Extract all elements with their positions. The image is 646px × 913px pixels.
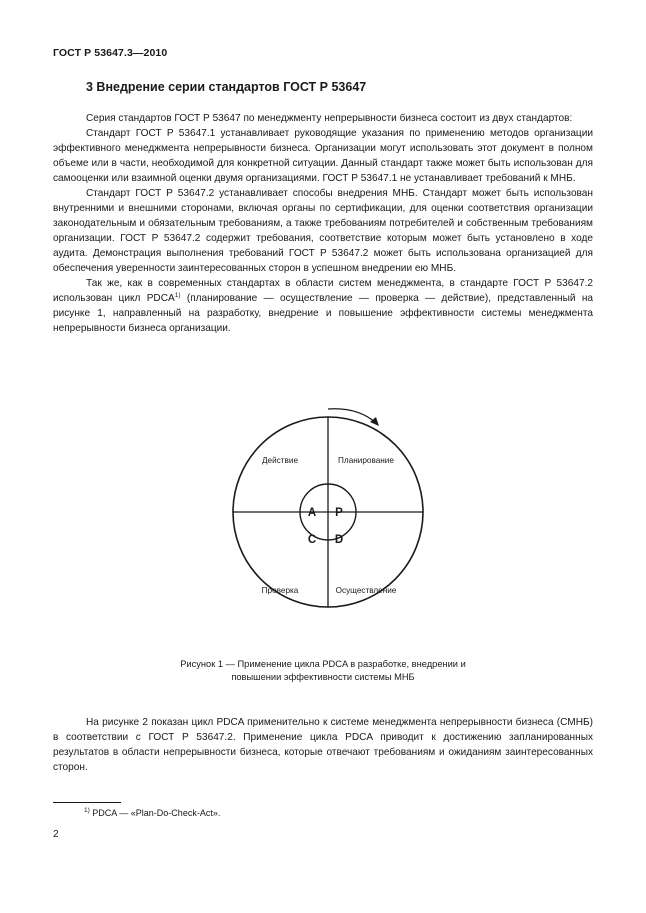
intro-text-block — [53, 111, 593, 336]
footnote — [84, 808, 220, 818]
paragraph-pdca-smnb: На рисунке 2 показан цикл PDCA применительно к системе менеджмента непрерывности бизнеса (СМНБ) в соответствии с ГОСТ Р 53647.2. Применение цикла PDCA приводит к достижению запланированных результатов в области непрерывности бизнеса, которые отвечают требованиям и ожиданиям заинтересованных сторон. — [53, 717, 593, 773]
standard-code-header: ГОСТ Р 53647.3—2010 — [53, 47, 168, 59]
figure-caption-line-2: повышении эффективности системы МНБ — [231, 672, 415, 682]
quadrant-label-plan: Планирование — [338, 456, 394, 465]
letter-c: C — [307, 534, 317, 546]
pdca-intro-text: Так же, как в современных стандартах в области систем менеджмента, в стандарте ГОСТ Р 53647.2 использован цикл PDCA — [53, 278, 593, 304]
paragraph-series-overview: Серия стандартов ГОСТ Р 53647 по менеджменту непрерывности бизнеса состоит из двух стандартов: — [86, 113, 573, 124]
section-title: 3 Внедрение серии стандартов ГОСТ Р 53647 — [86, 80, 367, 94]
paragraph-standard-2: Стандарт ГОСТ Р 53647.2 устанавливает способы внедрения МНБ. Стандарт может быть использован внутренними и внешними сторонами, включая органы по сертификации, для оценки соответствия организации законодательным и обязательным требованиям, а также требованиям потребителей и собственным требованиям организации. ГОСТ Р 53647.2 содержит требования, соответствие которым может быть установлено в ходе аудита. Демонстрация выполнения требований ГОСТ Р 53647.2 может быть использована организацией для обеспечения уверенности заинтересованных сторон в успешном внедрении ею МНБ. — [53, 188, 593, 274]
letter-a: A — [307, 507, 317, 519]
arrow-head-icon — [370, 417, 379, 426]
footnote-text: PDCA — «Plan-Do-Check-Act». — [89, 808, 221, 818]
smnb-text-block — [53, 715, 593, 775]
letter-p: P — [335, 507, 343, 519]
letter-d: D — [334, 534, 344, 546]
paragraph-standard-1: Стандарт ГОСТ Р 53647.1 устанавливает руководящие указания по применению методов организации эффективного менеджмента непрерывности бизнеса. Организации могут использовать этот документ в полном объеме или в части, необходимой для конкретной ситуации. Данный стандарт также может быть использован для самооценки или взаимной оценки двумя организациями. ГОСТ Р 53647.1 не устанавливает требований к МНБ. — [53, 128, 593, 184]
footnote-mark: 1) — [84, 807, 90, 814]
quadrant-label-check: Проверка — [261, 586, 299, 595]
pdca-intro-text-continued: (планирование — осуществление — проверка — действие), представленный на рисунке 1, направленный на разработку, внедрение и повышение эффективности системы менеджмента непрерывности бизнеса организации. — [53, 293, 594, 334]
quadrant-label-do: Осуществление — [335, 586, 397, 595]
footnote-divider — [53, 802, 121, 803]
page-number: 2 — [53, 829, 59, 840]
quadrant-label-act: Действие — [262, 456, 298, 465]
figure-caption-line-1: Рисунок 1 — Применение цикла PDCA в разработке, внедрении и — [180, 659, 466, 669]
pdca-cycle-diagram — [218, 400, 440, 622]
figure-caption — [0, 658, 646, 684]
paragraph-pdca-intro — [53, 276, 593, 336]
footnote-reference: 1) — [174, 292, 181, 299]
